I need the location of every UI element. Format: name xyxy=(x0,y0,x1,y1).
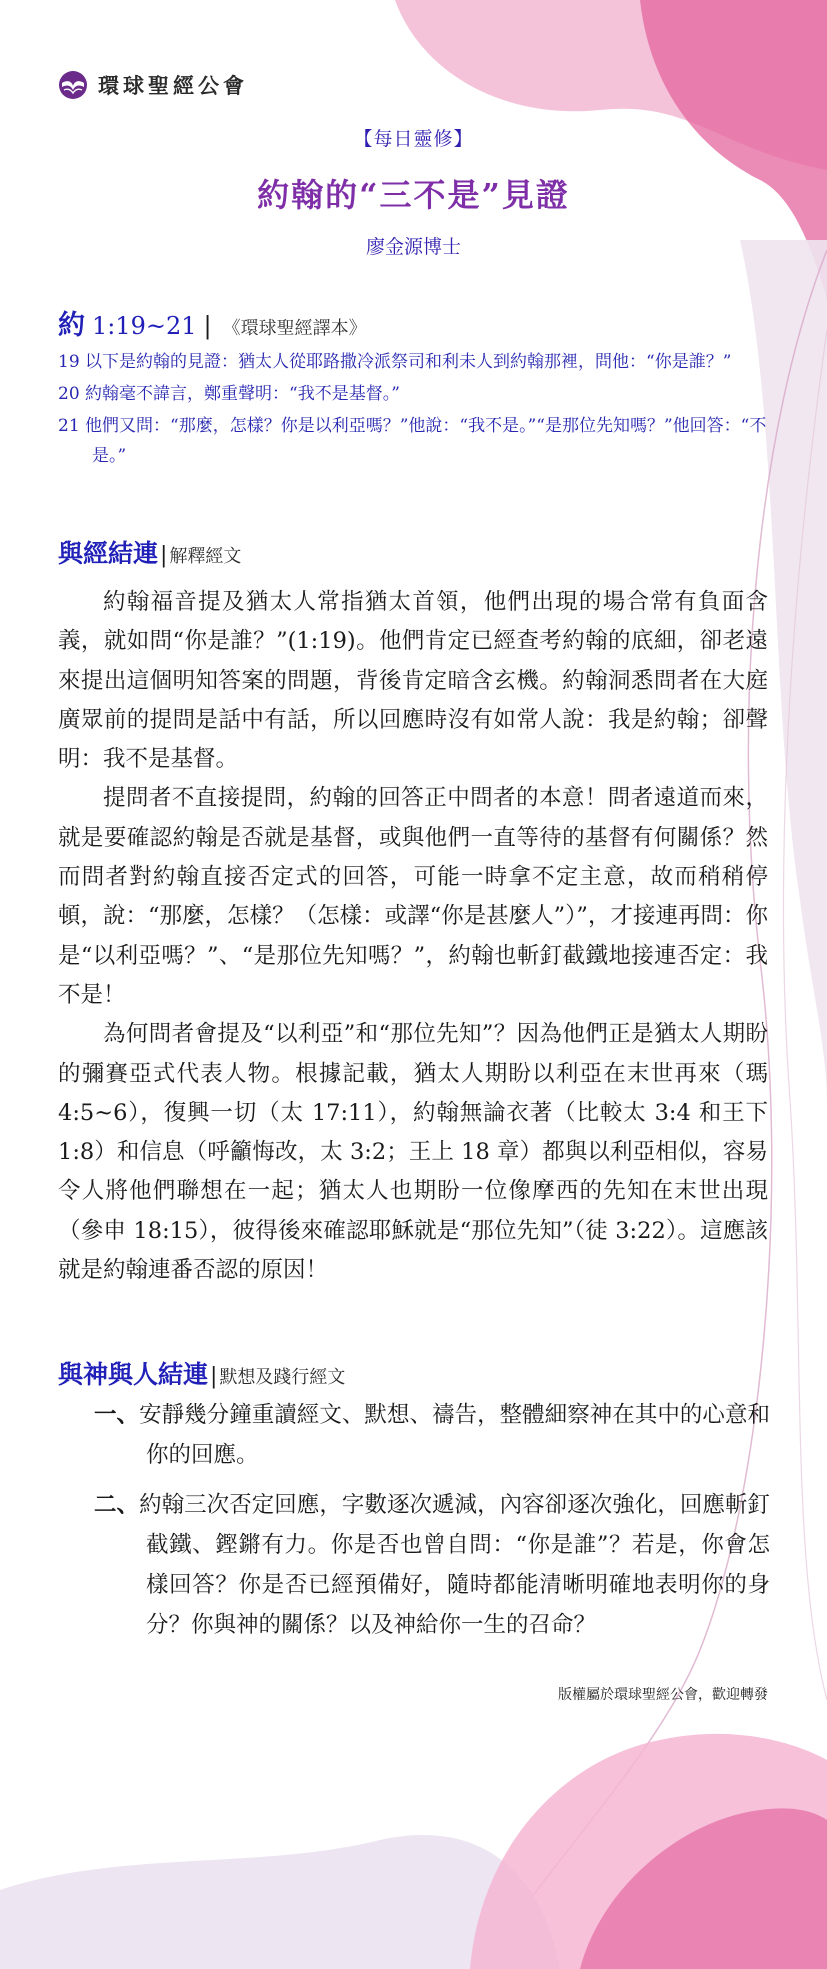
verse-20: 20 約翰毫不諱言，鄭重聲明：“我不是基督。” xyxy=(58,384,400,404)
section-heading-meditate xyxy=(58,1355,345,1391)
meditation-list xyxy=(94,1395,770,1655)
brand-logo xyxy=(58,70,248,100)
section-subtitle: 解釋經文 xyxy=(169,546,242,567)
copyright-notice: 版權屬於環球聖經公會，歡迎轉發 xyxy=(558,1687,768,1703)
explanation-paragraph: 為何問者會提及“以利亞”和“那位先知”？因為他們正是猶太人期盼的彌賽亞式代表人物。根據記載，猶太人期盼以利亞在末世再來（瑪 4:5~6），復興一切（太 17:11），約翰無論衣著（比較太 3:4 和王下 1:8）和信息（呼籲悔改，太 3:2；王上 18 章）都與以利亞相似，容易令人將他們聯想在一起；猶太人也期盼一位像摩西的先知在末世出現（參申 18:15），彼得後來確認耶穌就是“那位先知”（徒 3:22）。這應該就是約翰連番否認的原因！ xyxy=(58,1021,768,1284)
list-item-text: 約翰三次否定回應，字數逐次遞減，內容卻逐次強化，回應斬釘截鐵、鏗鏘有力。你是否也曾自問：“你是誰”？若是，你會怎樣回答？你是否已經預備好，隨時都能清晰明確地表明你的身分？你與神的關係？以及神給你一生的召命？ xyxy=(139,1492,770,1638)
list-item-number: 二、 xyxy=(94,1492,140,1518)
bible-society-logo-icon xyxy=(58,70,88,100)
author-name: 廖金源博士 xyxy=(365,236,461,258)
scripture-verses xyxy=(58,347,770,473)
section-title: 與經結連 xyxy=(58,539,159,568)
list-item xyxy=(94,1485,770,1645)
verse-19: 19 以下是約翰的見證：猶太人從耶路撒冷派祭司和利未人到約翰那裡，問他：“你是誰？” xyxy=(58,352,732,372)
page-title: 約翰的“三不是”見證 xyxy=(257,176,570,214)
explanation-paragraph: 提問者不直接提問，約翰的回答正中問者的本意！問者遠道而來，就是要確認約翰是否就是基督，或與他們一直等待的基督有何關係？然而問者對約翰直接否定式的回答，可能一時拿不定主意，故而稍稍停頓，說：“那麼，怎樣？（怎樣：或譯“你是甚麼人”）”，才接連再問：你是“以利亞嗎？”、“是那位先知嗎？”，約翰也斬釘截鐵地接連否定：我不是！ xyxy=(58,785,768,1008)
section-heading-explain xyxy=(58,534,241,570)
list-item xyxy=(94,1395,770,1475)
list-item-number: 一、 xyxy=(94,1402,140,1428)
devotional-tag: 【每日靈修】 xyxy=(353,128,474,150)
divider-bar: | xyxy=(203,312,212,340)
explanation-paragraph: 約翰福音提及猶太人常指猶太首領，他們出現的場合常有負面含義，就如問“你是誰？”(1:19)。他們肯定已經查考約翰的底細，卻老遠來提出這個明知答案的問題，背後肯定暗含玄機。約翰洞悉問者在大庭廣眾前的提問是話中有話，所以回應時沒有如常人說：我是約翰；卻聲明：我不是基督。 xyxy=(58,589,768,773)
section-title: 與神與人結連 xyxy=(58,1360,209,1389)
scripture-version: 《環球聖經譯本》 xyxy=(222,318,367,339)
divider-bar: | xyxy=(210,1364,218,1389)
scripture-book: 約 xyxy=(58,310,85,341)
list-item-text: 安靜幾分鐘重讀經文、默想、禱告，整體細察神在其中的心意和你的回應。 xyxy=(139,1402,770,1468)
verse-21: 21 他們又問：“那麼，怎樣？你是以利亞嗎？”他說：“我不是。”“是那位先知嗎？”他回答：“不是。” xyxy=(58,416,767,466)
divider-bar: | xyxy=(160,543,168,568)
section-subtitle: 默想及踐行經文 xyxy=(219,1367,346,1388)
brand-name: 環球聖經公會 xyxy=(98,74,248,98)
scripture-reference xyxy=(58,303,367,342)
scripture-verse-range: 1:19~21 xyxy=(92,312,197,340)
explanation-body xyxy=(58,583,768,1290)
